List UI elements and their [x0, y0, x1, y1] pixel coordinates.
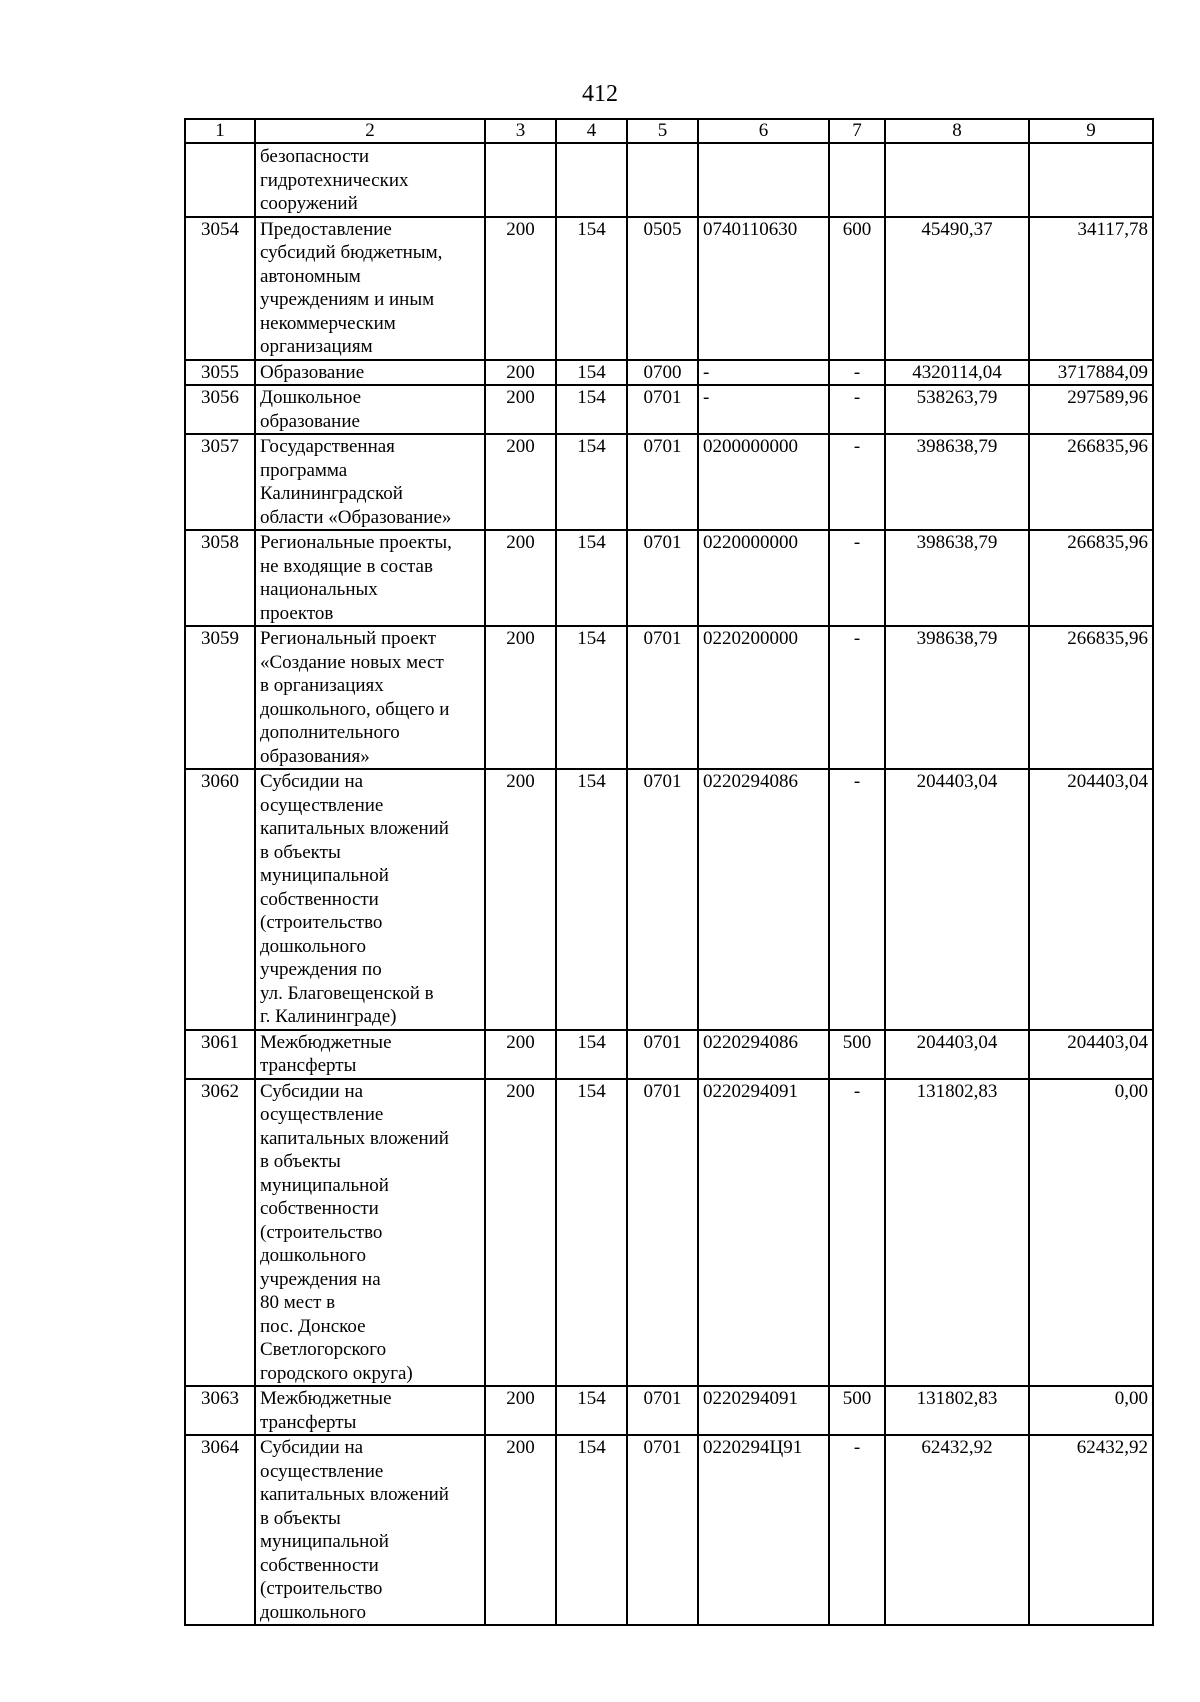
expense-type-cell: - [829, 1435, 885, 1625]
column-3-cell: 200 [485, 1079, 556, 1387]
section-code-cell: 0701 [627, 1386, 698, 1435]
row-number-cell: 3056 [185, 385, 255, 434]
amount-col-9-cell: 0,00 [1029, 1386, 1153, 1435]
row-number-cell: 3058 [185, 530, 255, 626]
description-cell: Межбюджетные трансферты [255, 1386, 485, 1435]
amount-col-8-cell: 131802,83 [885, 1386, 1029, 1435]
column-3-cell: 200 [485, 1386, 556, 1435]
column-3-cell: 200 [485, 434, 556, 530]
description-cell: Субсидии на осуществление капитальных вложений в объекты муниципальной собственности (строительство дошкольного учреждения по ул. Благовещенской в г. Калининграде) [255, 769, 485, 1030]
column-3-cell: 200 [485, 769, 556, 1030]
section-code-cell: 0701 [627, 385, 698, 434]
column-header: 5 [627, 119, 698, 143]
target-item-cell: 0220294086 [698, 769, 829, 1030]
section-code-cell: 0701 [627, 1435, 698, 1625]
description-cell: Субсидии на осуществление капитальных вложений в объекты муниципальной собственности (строительство дошкольного учреждения на 80 мест в пос. Донское Светлогорского городского округа) [255, 1079, 485, 1387]
expense-type-cell: - [829, 1079, 885, 1387]
target-item-cell: 0220294086 [698, 1030, 829, 1079]
target-item-cell: 0220200000 [698, 626, 829, 769]
section-code-cell: 0701 [627, 1079, 698, 1387]
column-header: 7 [829, 119, 885, 143]
row-number-cell: 3063 [185, 1386, 255, 1435]
expense-type-cell: - [829, 434, 885, 530]
section-code-cell: 0505 [627, 217, 698, 360]
row-number-cell: 3064 [185, 1435, 255, 1625]
expense-type-cell [829, 143, 885, 217]
amount-col-8-cell: 204403,04 [885, 1030, 1029, 1079]
table-row [185, 434, 1153, 530]
column-4-cell: 154 [556, 217, 627, 360]
column-3-cell: 200 [485, 1435, 556, 1625]
row-number-cell: 3059 [185, 626, 255, 769]
description-cell: Образование [255, 360, 485, 386]
row-number-cell: 3061 [185, 1030, 255, 1079]
table-row [185, 1435, 1153, 1625]
column-4-cell [556, 143, 627, 217]
row-number-cell: 3057 [185, 434, 255, 530]
amount-col-8-cell: 398638,79 [885, 434, 1029, 530]
amount-col-9-cell: 0,00 [1029, 1079, 1153, 1387]
table-row [185, 769, 1153, 1030]
amount-col-8-cell: 538263,79 [885, 385, 1029, 434]
section-code-cell: 0701 [627, 626, 698, 769]
column-4-cell: 154 [556, 385, 627, 434]
column-4-cell: 154 [556, 769, 627, 1030]
column-3-cell: 200 [485, 385, 556, 434]
table-row [185, 360, 1153, 386]
target-item-cell: - [698, 360, 829, 386]
column-4-cell: 154 [556, 1079, 627, 1387]
page-number: 412 [582, 81, 618, 107]
amount-col-8-cell: 62432,92 [885, 1435, 1029, 1625]
column-3-cell [485, 143, 556, 217]
target-item-cell: 0220000000 [698, 530, 829, 626]
amount-col-8-cell: 131802,83 [885, 1079, 1029, 1387]
table-row [185, 217, 1153, 360]
table-row [185, 1386, 1153, 1435]
column-header: 8 [885, 119, 1029, 143]
amount-col-9-cell: 266835,96 [1029, 434, 1153, 530]
amount-col-8-cell: 398638,79 [885, 530, 1029, 626]
expense-type-cell: - [829, 626, 885, 769]
expense-type-cell: 500 [829, 1386, 885, 1435]
column-4-cell: 154 [556, 626, 627, 769]
target-item-cell: 0220294Ц91 [698, 1435, 829, 1625]
section-code-cell: 0701 [627, 769, 698, 1030]
expense-type-cell: - [829, 360, 885, 386]
description-cell: Субсидии на осуществление капитальных вложений в объекты муниципальной собственности (строительство дошкольного [255, 1435, 485, 1625]
table-row [185, 1030, 1153, 1079]
expense-type-cell: - [829, 530, 885, 626]
row-number-cell: 3055 [185, 360, 255, 386]
column-header: 9 [1029, 119, 1153, 143]
section-code-cell: 0701 [627, 434, 698, 530]
amount-col-9-cell: 204403,04 [1029, 1030, 1153, 1079]
description-cell: Региональный проект «Создание новых мест в организациях дошкольного, общего и дополнительного образования» [255, 626, 485, 769]
section-code-cell: 0700 [627, 360, 698, 386]
section-code-cell: 0701 [627, 530, 698, 626]
column-header: 2 [255, 119, 485, 143]
amount-col-9-cell: 34117,78 [1029, 217, 1153, 360]
row-number-cell: 3062 [185, 1079, 255, 1387]
column-3-cell: 200 [485, 626, 556, 769]
column-3-cell: 200 [485, 530, 556, 626]
column-4-cell: 154 [556, 434, 627, 530]
amount-col-9-cell: 3717884,09 [1029, 360, 1153, 386]
column-4-cell: 154 [556, 1030, 627, 1079]
section-code-cell: 0701 [627, 1030, 698, 1079]
column-4-cell: 154 [556, 360, 627, 386]
description-cell: Государственная программа Калининградской области «Образование» [255, 434, 485, 530]
row-number-cell [185, 143, 255, 217]
amount-col-9-cell: 204403,04 [1029, 769, 1153, 1030]
budget-table [184, 118, 1154, 1626]
row-number-cell: 3054 [185, 217, 255, 360]
column-3-cell: 200 [485, 1030, 556, 1079]
target-item-cell: 0740110630 [698, 217, 829, 360]
amount-col-9-cell: 297589,96 [1029, 385, 1153, 434]
table-row [185, 530, 1153, 626]
amount-col-8-cell: 398638,79 [885, 626, 1029, 769]
target-item-cell: 0200000000 [698, 434, 829, 530]
target-item-cell [698, 143, 829, 217]
amount-col-8-cell [885, 143, 1029, 217]
table-row [185, 1079, 1153, 1387]
expense-type-cell: - [829, 385, 885, 434]
amount-col-8-cell: 4320114,04 [885, 360, 1029, 386]
amount-col-8-cell: 204403,04 [885, 769, 1029, 1030]
column-header: 6 [698, 119, 829, 143]
amount-col-9-cell [1029, 143, 1153, 217]
expense-type-cell: 600 [829, 217, 885, 360]
column-header: 3 [485, 119, 556, 143]
row-number-cell: 3060 [185, 769, 255, 1030]
table-row [185, 143, 1153, 217]
expense-type-cell: - [829, 769, 885, 1030]
column-header: 4 [556, 119, 627, 143]
description-cell: безопасности гидротехнических сооружений [255, 143, 485, 217]
column-3-cell: 200 [485, 360, 556, 386]
description-cell: Предоставление субсидий бюджетным, автономным учреждениям и иным некоммерческим организациям [255, 217, 485, 360]
target-item-cell: 0220294091 [698, 1386, 829, 1435]
amount-col-8-cell: 45490,37 [885, 217, 1029, 360]
column-4-cell: 154 [556, 1386, 627, 1435]
table-row [185, 626, 1153, 769]
table-body [185, 143, 1153, 1625]
table-row [185, 385, 1153, 434]
section-code-cell [627, 143, 698, 217]
target-item-cell: 0220294091 [698, 1079, 829, 1387]
description-cell: Региональные проекты, не входящие в состав национальных проектов [255, 530, 485, 626]
target-item-cell: - [698, 385, 829, 434]
column-header: 1 [185, 119, 255, 143]
column-3-cell: 200 [485, 217, 556, 360]
amount-col-9-cell: 266835,96 [1029, 626, 1153, 769]
column-4-cell: 154 [556, 1435, 627, 1625]
amount-col-9-cell: 62432,92 [1029, 1435, 1153, 1625]
description-cell: Межбюджетные трансферты [255, 1030, 485, 1079]
header-row [185, 119, 1153, 143]
expense-type-cell: 500 [829, 1030, 885, 1079]
description-cell: Дошкольное образование [255, 385, 485, 434]
amount-col-9-cell: 266835,96 [1029, 530, 1153, 626]
column-4-cell: 154 [556, 530, 627, 626]
